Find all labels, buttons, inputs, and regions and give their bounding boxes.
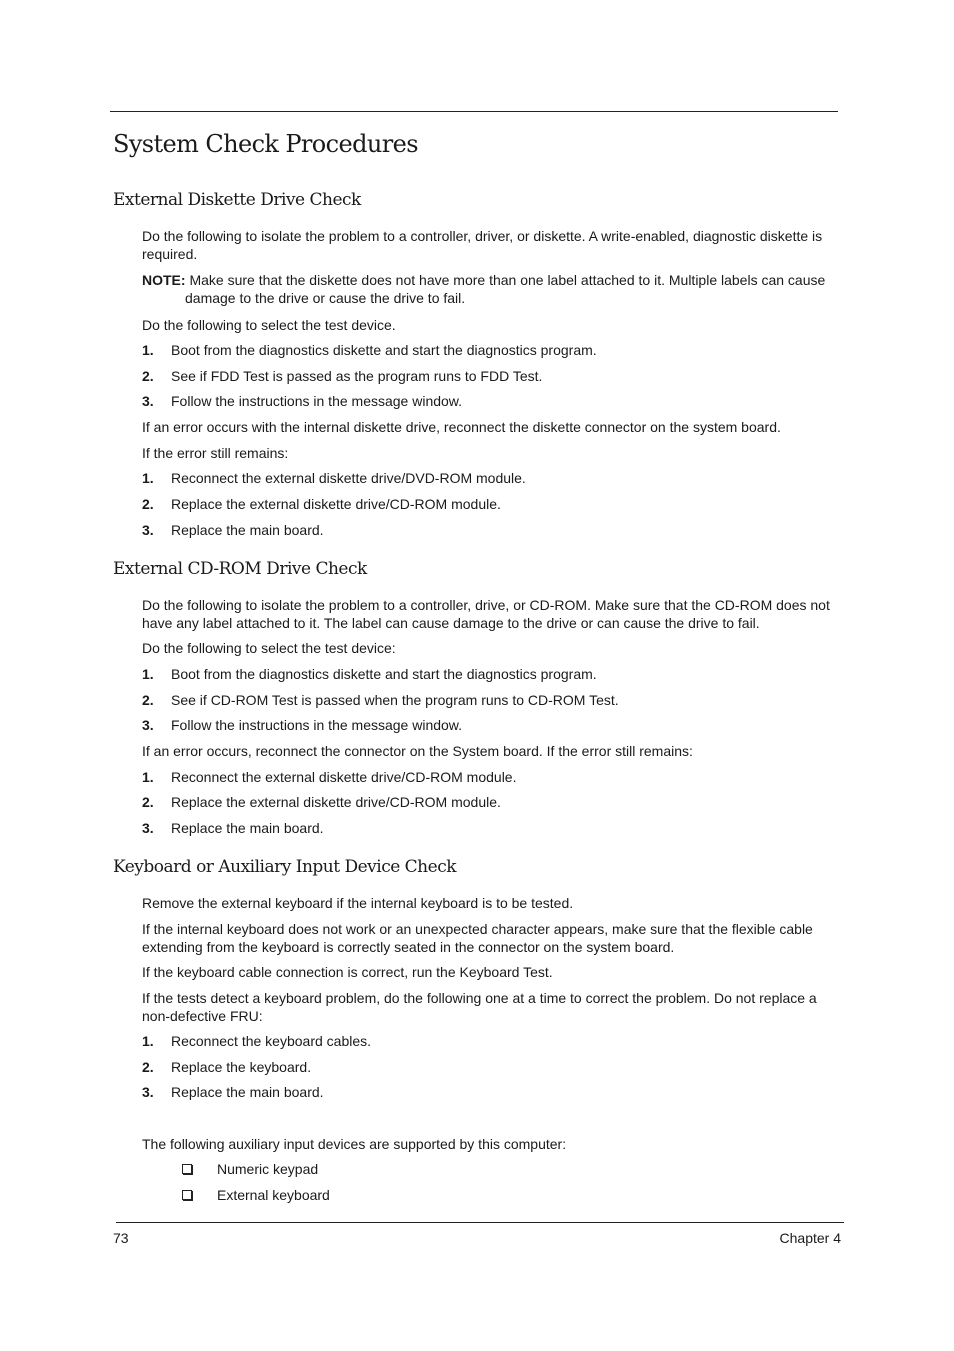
list-text: Reconnect the external diskette drive/DVD-ROM module. [171, 470, 526, 486]
list-text: Replace the main board. [171, 522, 324, 538]
list-number: 2. [142, 794, 154, 810]
checkbox-bullet-icon [182, 1190, 192, 1200]
bottom-rule [116, 1222, 844, 1223]
paragraph: If an error occurs, reconnect the connector on the System board. If the error still remains: [142, 743, 693, 759]
paragraph: Do the following to select the test device: [142, 640, 396, 656]
list-text: Boot from the diagnostics diskette and start the diagnostics program. [171, 342, 597, 358]
list-text: See if CD-ROM Test is passed when the program runs to CD-ROM Test. [171, 692, 619, 708]
section-heading-diskette: External Diskette Drive Check [113, 190, 361, 210]
paragraph: If the tests detect a keyboard problem, do the following one at a time to correct the problem. Do not replace a non-defective FRU: [142, 990, 817, 1024]
section-heading-cdrom: External CD-ROM Drive Check [113, 559, 367, 579]
paragraph: Do the following to isolate the problem to a controller, drive, or CD-ROM. Make sure that the CD-ROM does not have any label attached to it. The label can cause damage to the drive or can cause the drive to fail. [142, 597, 830, 631]
paragraph: If the internal keyboard does not work or an unexpected character appears, make sure that the flexible cable extending from the keyboard is correctly seated in the connector on the system board. [142, 921, 813, 955]
list-text: Follow the instructions in the message window. [171, 393, 463, 409]
note-text-continued: damage to the drive or cause the drive to fail. [185, 290, 466, 306]
list-text: Replace the external diskette drive/CD-ROM module. [171, 496, 501, 512]
paragraph: Do the following to isolate the problem to a controller, driver, or diskette. A write-enabled, diagnostic diskette is required. [142, 228, 823, 262]
list-text: Follow the instructions in the message window. [171, 717, 463, 733]
note-text: Make sure that the diskette does not have more than one label attached to it. Multiple labels can cause [189, 272, 826, 288]
paragraph: The following auxiliary input devices are supported by this computer: [142, 1136, 567, 1152]
paragraph: Remove the external keyboard if the internal keyboard is to be tested. [142, 895, 574, 911]
footer-chapter: Chapter 4 [779, 1230, 841, 1246]
note [142, 271, 842, 307]
list-number: 3. [142, 1084, 154, 1100]
list-text: Replace the main board. [171, 820, 324, 836]
list-number: 3. [142, 717, 154, 733]
list-number: 2. [142, 1059, 154, 1075]
list-number: 1. [142, 769, 154, 785]
list-number: 1. [142, 1033, 154, 1049]
note-label: NOTE: [142, 272, 186, 288]
list-number: 3. [142, 522, 154, 538]
list-text: Replace the external diskette drive/CD-ROM module. [171, 794, 501, 810]
list-number: 2. [142, 368, 154, 384]
section-heading-keyboard: Keyboard or Auxiliary Input Device Check [113, 857, 457, 877]
list-number: 2. [142, 692, 154, 708]
page-title: System Check Procedures [113, 130, 418, 158]
list-text: Reconnect the external diskette drive/CD-ROM module. [171, 769, 517, 785]
list-text: Boot from the diagnostics diskette and start the diagnostics program. [171, 666, 597, 682]
bullet-text: External keyboard [217, 1187, 330, 1203]
top-rule [110, 111, 838, 112]
checkbox-bullet-icon [182, 1164, 192, 1174]
bullet-text: Numeric keypad [217, 1161, 319, 1177]
paragraph: If the error still remains: [142, 445, 289, 461]
list-number: 1. [142, 342, 154, 358]
paragraph: Do the following to select the test device. [142, 317, 396, 333]
footer-page-number: 73 [113, 1230, 129, 1246]
paragraph: If an error occurs with the internal diskette drive, reconnect the diskette connector on the system board. [142, 419, 781, 435]
list-text: See if FDD Test is passed as the program runs to FDD Test. [171, 368, 543, 384]
list-number: 1. [142, 470, 154, 486]
paragraph: If the keyboard cable connection is correct, run the Keyboard Test. [142, 964, 553, 980]
list-text: Reconnect the keyboard cables. [171, 1033, 372, 1049]
list-number: 1. [142, 666, 154, 682]
list-text: Replace the keyboard. [171, 1059, 312, 1075]
list-text: Replace the main board. [171, 1084, 324, 1100]
list-number: 2. [142, 496, 154, 512]
list-number: 3. [142, 393, 154, 409]
list-number: 3. [142, 820, 154, 836]
